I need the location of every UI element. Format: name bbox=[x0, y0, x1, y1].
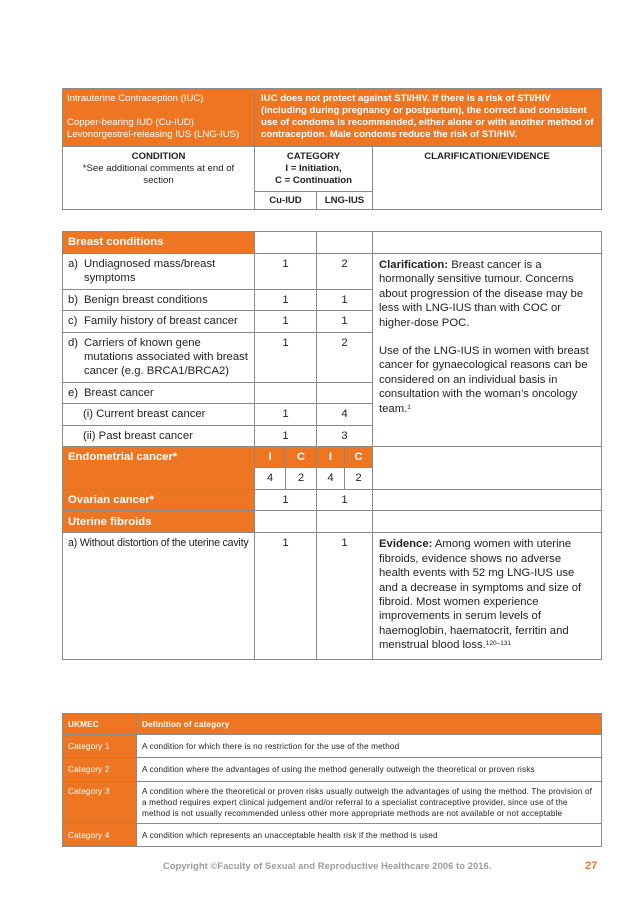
condition-text: Breast cancer bbox=[84, 386, 154, 399]
category-definition: A condition where the advantages of using the method generally outweigh the theoretical or proven risks bbox=[137, 758, 602, 782]
condition-text: Family history of breast cancer bbox=[84, 315, 238, 328]
continuation-header: C bbox=[286, 447, 317, 468]
legend-col-ukmec: UKMEC bbox=[63, 714, 137, 735]
condition-text: a) Without distortion of the uterine cavity bbox=[63, 533, 255, 659]
section-title: Ovarian cancer* bbox=[63, 489, 255, 510]
table-row bbox=[63, 254, 602, 290]
conditions-table bbox=[62, 231, 602, 660]
cu-iud-category: 1 bbox=[255, 311, 317, 332]
clarification-text: Breast cancer is a hormonally sensitive tumour. Concerns about progression of the disease may be less with LNG-IUS than with COC or higher-dose POC. bbox=[379, 259, 584, 329]
table-row bbox=[63, 782, 602, 824]
column-cu-iud: Cu-IUD bbox=[255, 192, 317, 210]
category-initiation-legend: I = Initiation, bbox=[285, 163, 342, 174]
category-header-cell bbox=[255, 147, 373, 192]
section-title: Endometrial cancer* bbox=[63, 447, 255, 490]
method-lng-ius-name: Levonorgestrel-releasing IUS (LNG-IUS) bbox=[67, 129, 240, 140]
legend-col-definition: Definition of category bbox=[137, 714, 602, 735]
column-lng-ius: LNG-IUS bbox=[317, 192, 373, 210]
category-key: Category 4 bbox=[63, 824, 137, 847]
section-fibroids bbox=[63, 511, 602, 533]
initiation-header: I bbox=[317, 447, 345, 468]
category-definition: A condition for which there is no restriction for the use of the method bbox=[137, 735, 602, 758]
section-title: Breast conditions bbox=[63, 232, 255, 254]
cu-iud-category: 1 bbox=[255, 289, 317, 310]
method-title: Intrauterine Contraception (IUC) bbox=[67, 93, 204, 104]
table-row bbox=[63, 533, 602, 659]
category-key: Category 2 bbox=[63, 758, 137, 782]
method-cu-iud-name: Copper-bearing IUD (Cu-IUD) bbox=[67, 117, 194, 128]
condition-label: CONDITION bbox=[131, 151, 186, 162]
condition-header-cell bbox=[63, 147, 255, 210]
cu-iud-initiation: 4 bbox=[255, 468, 286, 489]
cu-iud-continuation: 2 bbox=[286, 468, 317, 489]
section-title: Uterine fibroids bbox=[63, 511, 255, 533]
item-letter: d) bbox=[68, 336, 79, 349]
lng-ius-category: 3 bbox=[317, 425, 373, 446]
initiation-header: I bbox=[255, 447, 286, 468]
item-letter: a) bbox=[68, 258, 79, 270]
section-ovarian bbox=[63, 489, 602, 510]
section-breast bbox=[63, 232, 602, 254]
method-name-cell bbox=[63, 89, 255, 147]
legend-header-row bbox=[63, 714, 602, 735]
continuation-header: C bbox=[345, 447, 373, 468]
ukmec-legend-table bbox=[62, 713, 602, 847]
category-key: Category 1 bbox=[63, 735, 137, 758]
condition-text: Carriers of known gene mutations associated with breast cancer (e.g. BRCA1/BRCA2) bbox=[84, 336, 248, 378]
table-row bbox=[63, 758, 602, 782]
page-number: 27 bbox=[585, 860, 598, 872]
category-continuation-legend: C = Continuation bbox=[274, 175, 352, 186]
lng-ius-category: 1 bbox=[317, 289, 373, 310]
evidence-label: Evidence: bbox=[379, 538, 433, 551]
condition-note: *See additional comments at end of section bbox=[82, 163, 235, 186]
item-letter: e) bbox=[68, 386, 79, 399]
method-header-table bbox=[62, 88, 602, 210]
category-definition: A condition which represents an unacceptable health risk if the method is used bbox=[137, 824, 602, 847]
copyright-notice: Copyright ©Faculty of Sexual and Reproductive Healthcare 2006 to 2016. bbox=[163, 861, 492, 871]
condition-text: (i) Current breast cancer bbox=[63, 404, 255, 425]
item-letter: b) bbox=[68, 293, 79, 306]
cu-iud-category: 1 bbox=[255, 332, 317, 382]
fibroid-evidence bbox=[373, 533, 602, 659]
reference-marker: 1 bbox=[407, 403, 411, 411]
lng-ius-category: 2 bbox=[317, 254, 373, 290]
cu-iud-category: 1 bbox=[255, 425, 317, 446]
evidence-text: Among women with uterine fibroids, evidence shows no adverse health events with 52 mg LNG-IUS use and a decrease in symptoms and size of fibroid. Most women experience improvements in serum levels of haemoglobin, haematocrit, ferritin and menstrual blood loss. bbox=[379, 538, 582, 652]
cu-iud-category: 1 bbox=[255, 254, 317, 290]
category-label: CATEGORY bbox=[286, 151, 341, 162]
section-endometrial bbox=[63, 447, 602, 468]
lng-ius-category: 4 bbox=[317, 404, 373, 425]
lng-ius-category: 2 bbox=[317, 332, 373, 382]
cu-iud-category: 1 bbox=[255, 489, 317, 510]
item-letter: c) bbox=[68, 315, 78, 328]
clarification-text-2: Use of the LNG-IUS in women with breast cancer for gynaecological reasons can be considered on an individual basis in consultation with the woman’s oncology team. bbox=[379, 345, 589, 415]
cu-iud-category: 1 bbox=[255, 404, 317, 425]
category-definition: A condition where the theoretical or proven risks usually outweigh the advantages of using the method. The provision of a method requires expert clinical judgement and/or referral to a specialist contraceptive provider, since use of the method is not usually recommended unless other more appropriate methods are not available or not acceptable bbox=[137, 782, 602, 824]
table-row bbox=[63, 824, 602, 847]
table-row bbox=[63, 735, 602, 758]
lng-ius-category: 1 bbox=[317, 533, 373, 659]
clarification-label: Clarification: bbox=[379, 259, 449, 271]
lng-ius-initiation: 4 bbox=[317, 468, 345, 489]
category-key: Category 3 bbox=[63, 782, 137, 824]
condition-text: (ii) Past breast cancer bbox=[63, 425, 255, 446]
clarification-header: CLARIFICATION/EVIDENCE bbox=[373, 147, 602, 210]
breast-clarification bbox=[373, 254, 602, 447]
reference-marker: 120–131 bbox=[485, 640, 512, 648]
lng-ius-category: 1 bbox=[317, 311, 373, 332]
condition-text: Undiagnosed mass/breast symptoms bbox=[84, 258, 216, 285]
lng-ius-category: 1 bbox=[317, 489, 373, 510]
sti-warning-note: IUC does not protect against STI/HIV. If there is a risk of STI/HIV (including during pregnancy or postpartum), the correct and consistent use of condoms is recommended, either alone or with another method of contraception. Male condoms reduce the risk of STI/HIV. bbox=[255, 89, 602, 147]
cu-iud-category: 1 bbox=[255, 533, 317, 659]
lng-ius-continuation: 2 bbox=[345, 468, 373, 489]
condition-text: Benign breast conditions bbox=[84, 293, 208, 306]
